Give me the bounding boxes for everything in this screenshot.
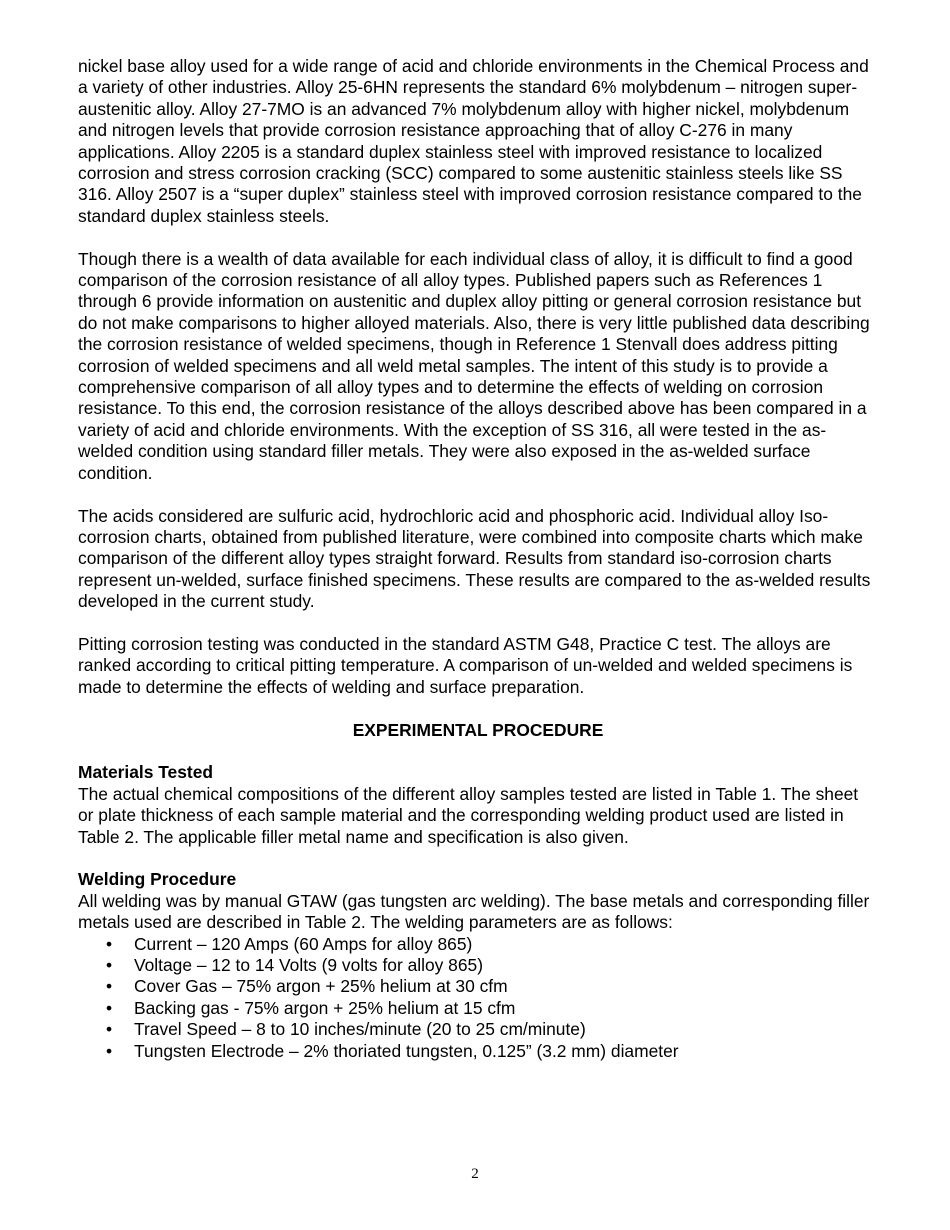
bullet-icon: • <box>106 1019 113 1040</box>
intro-paragraph-alloys: nickel base alloy used for a wide range of acid and chloride environments in the Chemical Process and a variety of other industries. Alloy 25-6HN represents the standard 6% molybdenum – nitrogen super-austenitic alloy. Alloy 27-7MO is an advanced 7% molybdenum alloy with higher nickel, molybdenum and nitrogen levels that provide corrosion resistance approaching that of alloy C-276 in many applications. Alloy 2205 is a standard duplex stainless steel with improved resistance to localized corrosion and stress corrosion cracking (SCC) compared to some austenitic stainless steels like SS 316. Alloy 2507 is a “super duplex” stainless steel with improved corrosion resistance compared to the standard duplex stainless steels. <box>78 56 869 226</box>
subheading-materials-tested: Materials Tested <box>78 762 213 783</box>
list-item-text: Current – 120 Amps (60 Amps for alloy 865) <box>134 933 473 954</box>
list-item <box>78 955 878 976</box>
list-item-text: Tungsten Electrode – 2% thoriated tungsten, 0.125” (3.2 mm) diameter <box>134 1040 679 1061</box>
intro-paragraph-pitting: Pitting corrosion testing was conducted in the standard ASTM G48, Practice C test. The alloys are ranked according to critical pitting temperature. A comparison of un-welded and welded specimens is made to determine the effects of welding and surface preparation. <box>78 633 853 697</box>
intro-paragraph-acids: The acids considered are sulfuric acid, hydrochloric acid and phosphoric acid. Individual alloy Iso-corrosion charts, obtained from published literature, were combined into composite charts which make comparison of the different alloy types straight forward. Results from standard iso-corrosion charts represent un-welded, surface finished specimens. These results are compared to the as-welded results developed in the current study. <box>78 505 871 612</box>
list-item <box>78 998 878 1019</box>
intro-paragraph-data-availability: Though there is a wealth of data available for each individual class of alloy, it is difficult to find a good comparison of the corrosion resistance of all alloy types. Published papers such as References 1 through 6 provide information on austenitic and duplex alloy pitting or general corrosion resistance but do not make comparisons to higher alloyed materials. Also, there is very little published data describing the corrosion resistance of welded specimens, though in Reference 1 Stenvall does address pitting corrosion of welded specimens and all weld metal samples. The intent of this study is to provide a comprehensive comparison of all alloy types and to determine the effects of welding on corrosion resistance. To this end, the corrosion resistance of the alloys described above has been compared in a variety of acid and chloride environments. With the exception of SS 316, all were tested in the as-welded condition using standard filler metals. They were also exposed in the as-welded surface condition. <box>78 248 870 483</box>
list-item <box>78 976 878 997</box>
subheading-welding-procedure: Welding Procedure <box>78 869 237 890</box>
list-item-text: Cover Gas – 75% argon + 25% helium at 30 cfm <box>134 976 508 997</box>
bullet-icon: • <box>106 954 113 975</box>
materials-paragraph: The actual chemical compositions of the different alloy samples tested are listed in Table 1. The sheet or plate thickness of each sample material and the corresponding welding product used are listed in Table 2. The applicable filler metal name and specification is also given. <box>78 783 859 847</box>
bullet-icon: • <box>106 1040 113 1061</box>
list-item-text: Backing gas - 75% argon + 25% helium at 15 cfm <box>134 997 516 1018</box>
list-item <box>78 1041 878 1062</box>
welding-parameters-list <box>78 934 878 1062</box>
bullet-icon: • <box>106 933 113 954</box>
list-item-text: Voltage – 12 to 14 Volts (9 volts for alloy 865) <box>134 954 483 975</box>
bullet-icon: • <box>106 976 113 997</box>
document-page <box>78 56 878 1062</box>
list-item-text: Travel Speed – 8 to 10 inches/minute (20 to 25 cm/minute) <box>134 1019 586 1040</box>
list-item <box>78 934 878 955</box>
welding-paragraph: All welding was by manual GTAW (gas tungsten arc welding). The base metals and corresponding filler metals used are described in Table 2. The welding parameters are as follows: <box>78 890 870 933</box>
bullet-icon: • <box>106 997 113 1018</box>
section-heading-experimental-procedure: EXPERIMENTAL PROCEDURE <box>352 719 604 740</box>
list-item <box>78 1019 878 1040</box>
page-number: 2 <box>471 1166 479 1182</box>
